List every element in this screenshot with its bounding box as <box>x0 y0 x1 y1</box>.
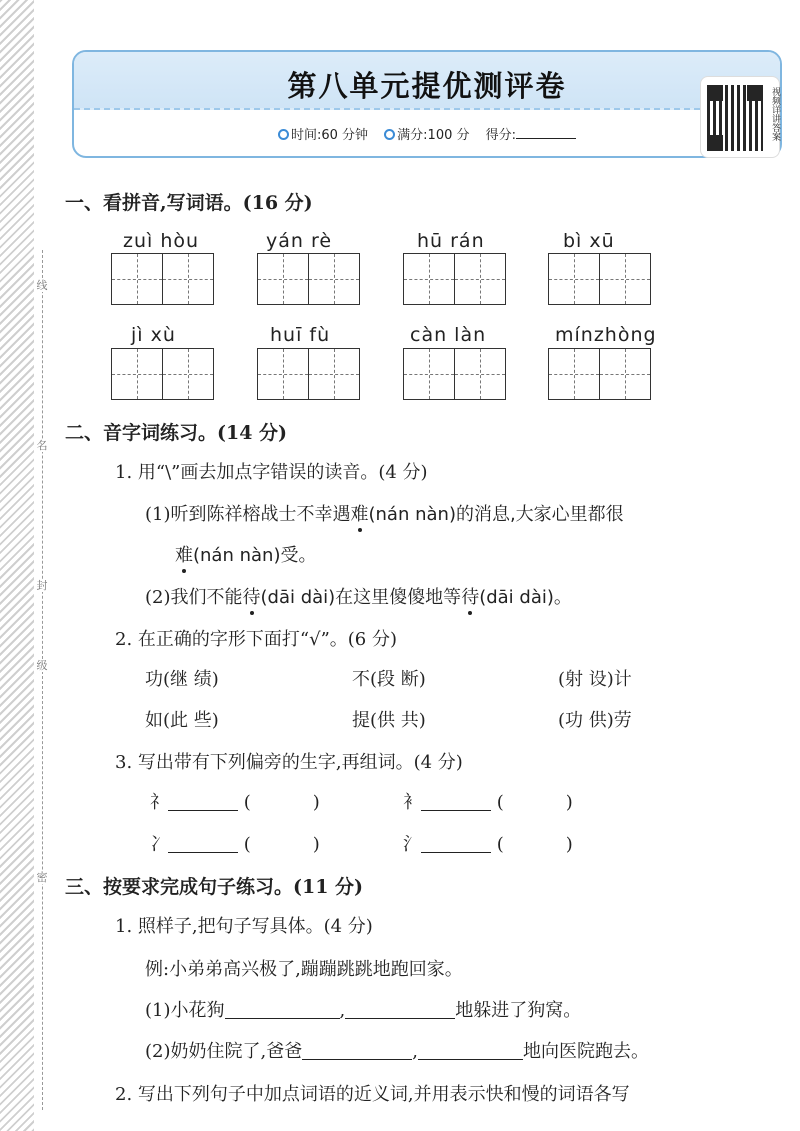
choice-1-3[interactable]: (射 设)计 <box>558 669 632 690</box>
pinyin-4: bì xū <box>563 230 615 252</box>
s2-q1-item-1-cont: 难(nán nàn)受。 <box>175 545 317 566</box>
s2-question-1: 1. 用“\”画去加点字错误的读音。(4 分) <box>115 462 428 483</box>
writing-grid-5[interactable] <box>111 348 214 400</box>
choice-2-1[interactable]: 如(此 些) <box>145 710 219 731</box>
page-title: 第八单元提优测评卷 <box>287 69 567 103</box>
side-label-class: 级 <box>36 659 48 672</box>
pinyin-5: jì xù <box>131 324 176 346</box>
s3-question-1: 1. 照样子,把句子写具体。(4 分) <box>115 916 373 937</box>
exam-meta: 时间:60 分钟 满分:100 分 得分: <box>74 124 780 143</box>
s2-q1-item-1: (1)听到陈祥榕战士不幸遇难(nán nàn)的消息,大家心里都很 <box>145 504 624 525</box>
writing-grid-2[interactable] <box>257 253 360 305</box>
writing-grid-4[interactable] <box>548 253 651 305</box>
writing-grid-7[interactable] <box>403 348 506 400</box>
side-label-line: 线 <box>36 279 48 292</box>
check-icon <box>384 129 395 140</box>
dotted-char: 难 <box>350 504 369 525</box>
pinyin-8: mínzhòng <box>555 324 657 346</box>
pinyin-7: càn làn <box>410 324 487 346</box>
pinyin-3: hū rán <box>417 230 485 252</box>
s2-q1-item-2: (2)我们不能待(dāi dài)在这里傻傻地等待(dāi dài)。 <box>145 587 572 608</box>
pinyin-1: zuì hòu <box>123 230 200 252</box>
dotted-char: 待 <box>242 587 261 608</box>
s2-question-3: 3. 写出带有下列偏旁的生字,再组词。(4 分) <box>115 752 463 773</box>
side-label-seal: 封 <box>36 579 48 592</box>
cut-line <box>42 250 43 1110</box>
section-2-title: 二、音字词练习。(14 分) <box>65 422 288 444</box>
binding-strip <box>0 0 34 1131</box>
section-3-title: 三、按要求完成句子练习。(11 分) <box>65 876 364 898</box>
choice-1-1[interactable]: 功(继 绩) <box>145 669 219 690</box>
writing-grid-3[interactable] <box>403 253 506 305</box>
writing-grid-6[interactable] <box>257 348 360 400</box>
radical-row-2a[interactable]: 冫 ( ) <box>150 834 320 855</box>
pinyin-2: yán rè <box>266 230 333 252</box>
section-1-title: 一、看拼音,写词语。(16 分) <box>65 192 313 214</box>
s2-question-2: 2. 在正确的字形下面打“√”。(6 分) <box>115 629 397 650</box>
score-label: 得分: <box>485 128 517 143</box>
score-blank[interactable] <box>516 138 576 139</box>
side-label-name: 名 <box>36 439 48 452</box>
qr-code-icon <box>707 85 763 151</box>
qr-code-card[interactable] <box>700 76 780 158</box>
pinyin-6: huī fù <box>270 324 331 346</box>
writing-grid-8[interactable] <box>548 348 651 400</box>
radical-row-1a[interactable]: 礻 ( ) <box>150 792 320 813</box>
s3-question-2: 2. 写出下列句子中加点词语的近义词,并用表示快和慢的词语各写 <box>115 1084 630 1105</box>
qr-caption: 视频详讲答案 <box>770 87 780 141</box>
writing-grid-1[interactable] <box>111 253 214 305</box>
s3-answer-1[interactable]: (1)小花狗 , 地躲进了狗窝。 <box>145 1000 582 1021</box>
header-banner <box>72 50 782 158</box>
radical-row-1b[interactable]: 衤 ( ) <box>403 792 573 813</box>
choice-1-2[interactable]: 不(段 断) <box>352 669 426 690</box>
s3-answer-2[interactable]: (2)奶奶住院了,爸爸 , 地向医院跑去。 <box>145 1041 649 1062</box>
radical-row-2b[interactable]: 氵 ( ) <box>403 834 573 855</box>
dotted-char: 难 <box>175 545 193 566</box>
choice-2-2[interactable]: 提(供 共) <box>352 710 426 731</box>
choice-2-3[interactable]: (功 供)劳 <box>558 710 632 731</box>
dotted-char: 待 <box>461 587 480 608</box>
side-label-secret: 密 <box>36 871 48 884</box>
s3-example: 例:小弟弟高兴极了,蹦蹦跳跳地跑回家。 <box>145 959 463 980</box>
clock-icon <box>278 129 289 140</box>
